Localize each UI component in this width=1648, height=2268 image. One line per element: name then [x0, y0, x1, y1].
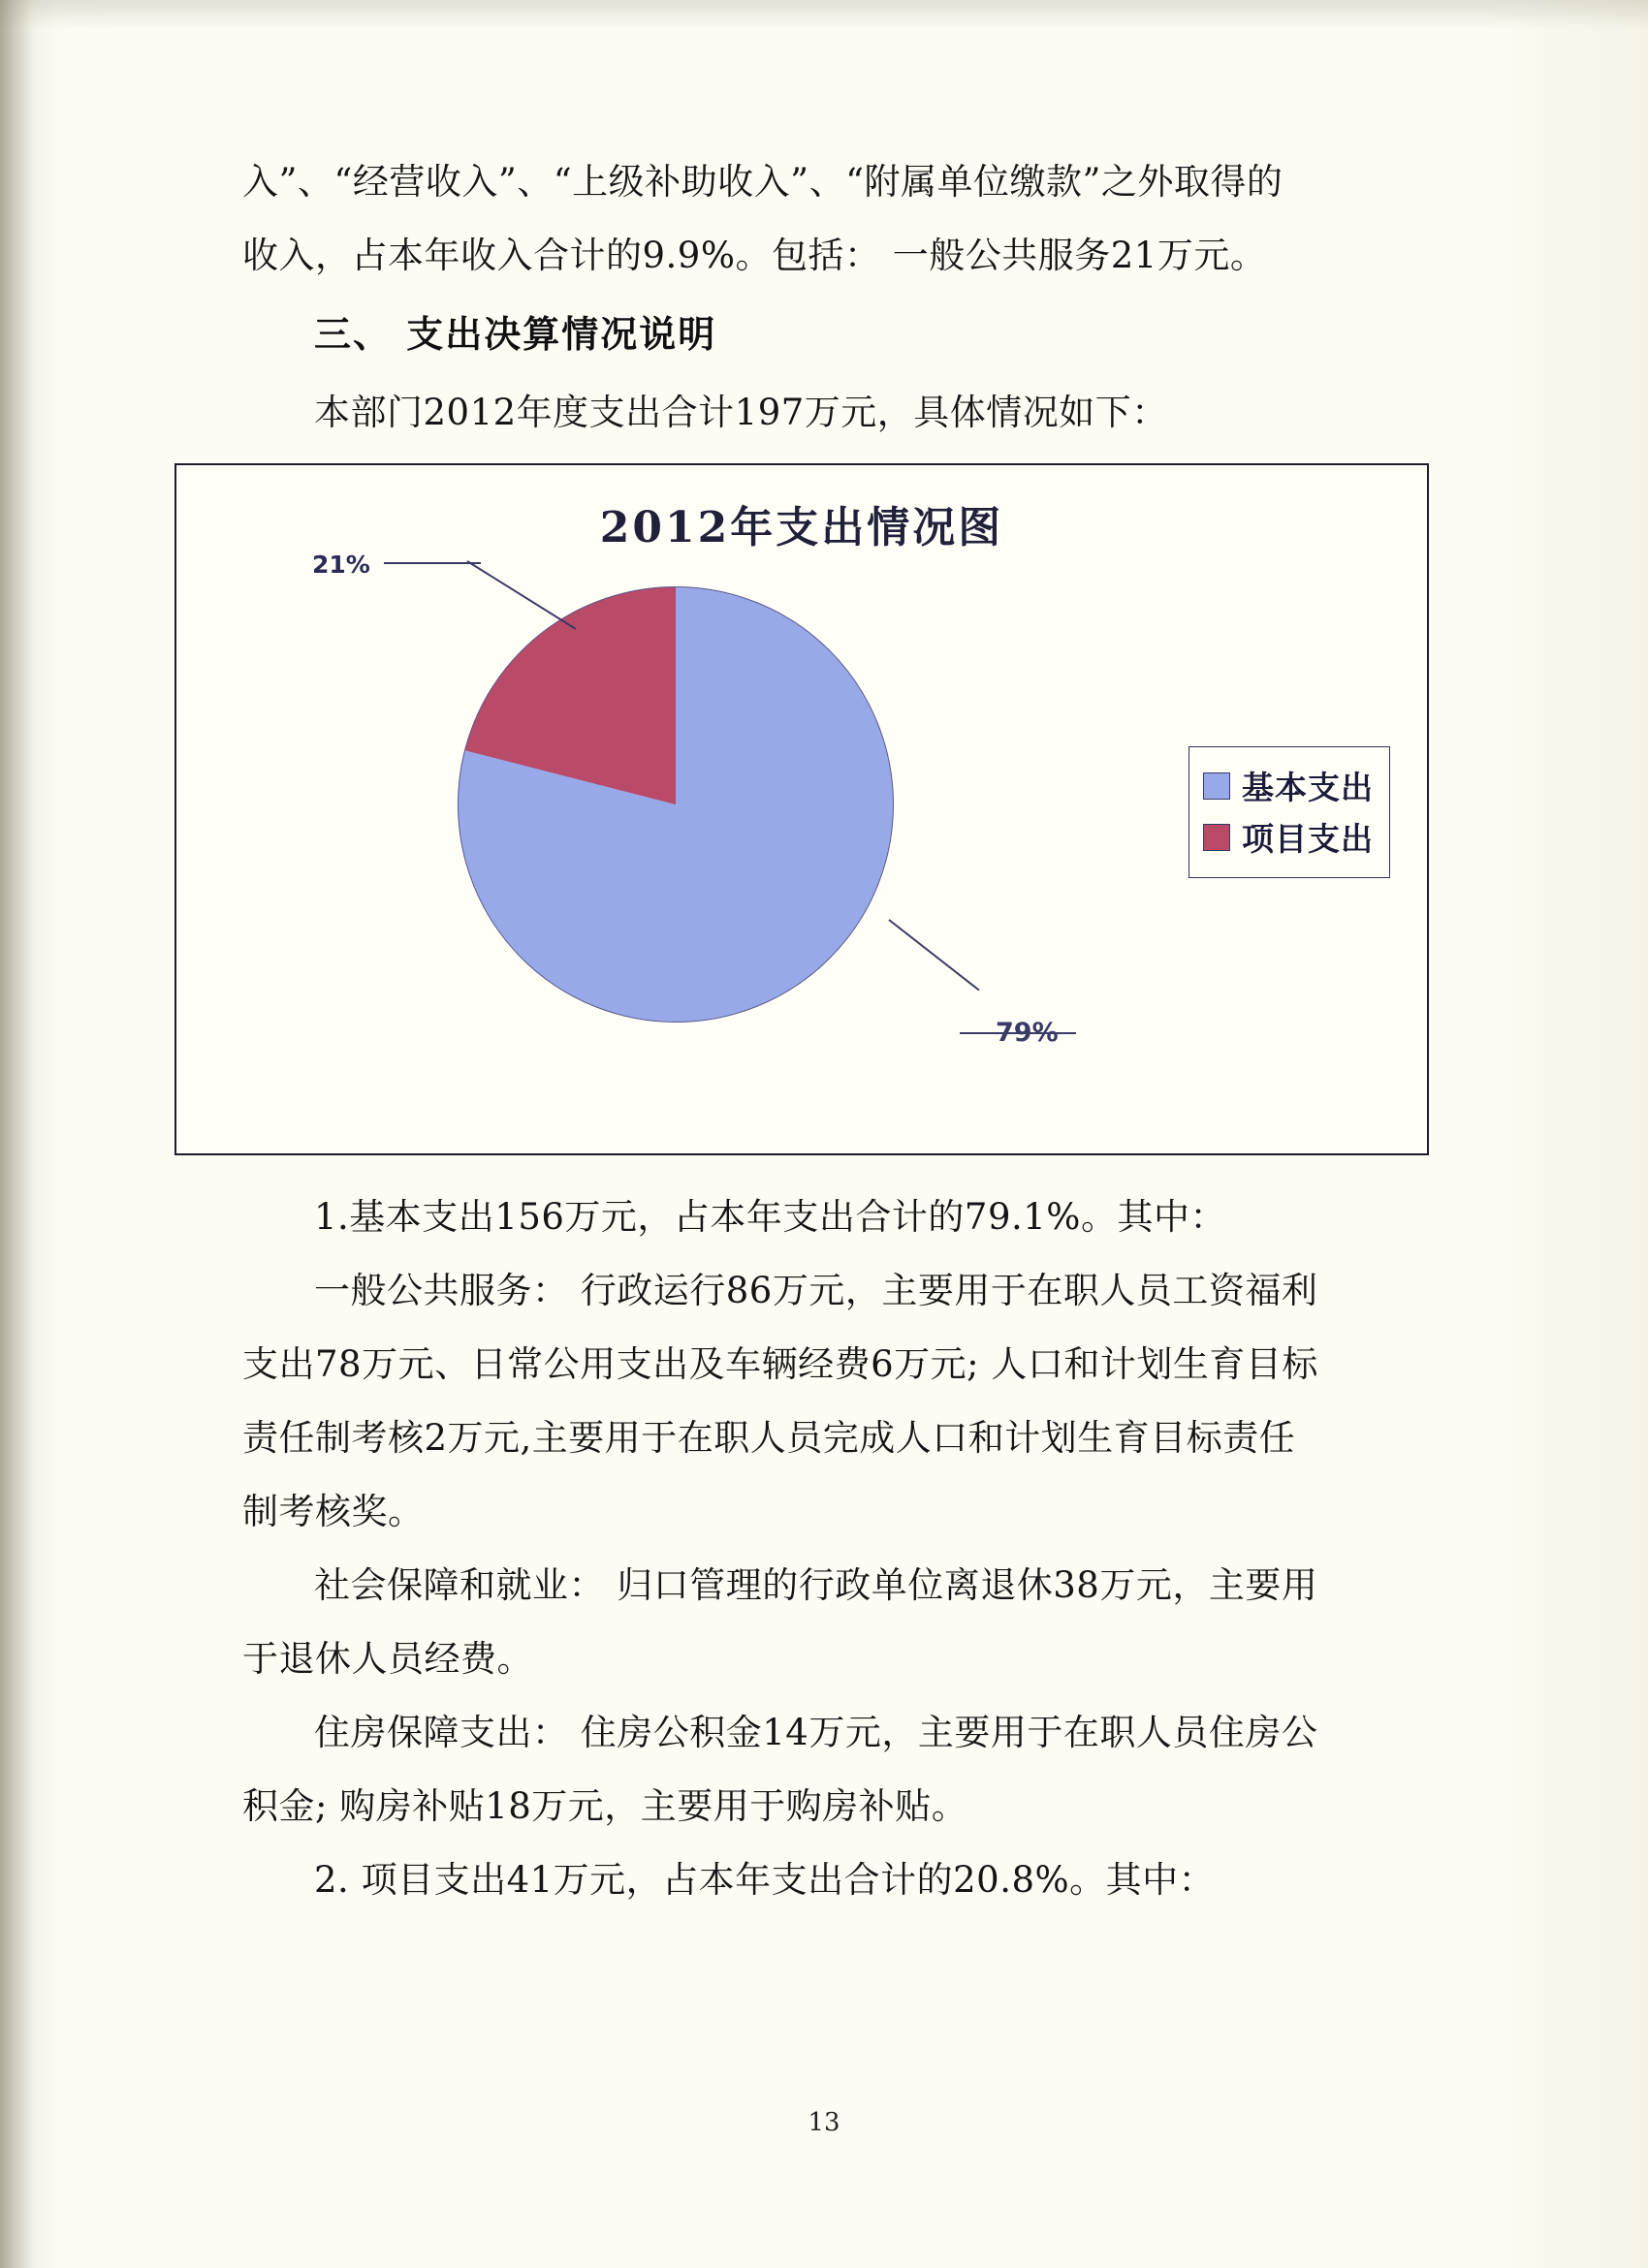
- paragraph-line: 2. 项目支出41万元，占本年支出合计的20.8%。其中：: [314, 1859, 1216, 1901]
- paragraph-line: 积金; 购房补贴18万元，主要用于购房补贴。: [242, 1785, 968, 1827]
- leader-line: [888, 919, 979, 991]
- paragraph-line: 1.基本支出156万元，占本年支出合计的79.1%。其中：: [314, 1196, 1226, 1238]
- paragraph-line: 入”、“经营收入”、“上级补助收入”、“附属单位缴款”之外取得的: [242, 161, 1284, 203]
- legend-label: 基本支出: [1242, 769, 1374, 806]
- paragraph-line: 收入，占本年收入合计的9.9%。包括： 一般公共服务21万元。: [242, 235, 1267, 276]
- chart-title: 2012年支出情况图: [599, 503, 1004, 552]
- data-label-project: 21%: [312, 551, 370, 579]
- paragraph-line: 责任制考核2万元,主要用于在职人员完成人口和计划生育目标责任: [242, 1417, 1296, 1459]
- paragraph-line: 社会保障和就业： 归口管理的行政单位离退休38万元，主要用: [314, 1564, 1318, 1606]
- legend-item: [1203, 814, 1374, 860]
- paragraph-line: 制考核奖。: [242, 1491, 425, 1532]
- pie-area: [458, 586, 894, 1023]
- paragraph-line: 住房保障支出： 住房公积金14万元，主要用于在职人员住房公: [314, 1712, 1318, 1753]
- paragraph-line: 于退休人员经费。: [242, 1638, 533, 1680]
- paragraph-line: 支出78万元、日常公用支出及车辆经费6万元; 人口和计划生育目标: [242, 1343, 1318, 1385]
- legend-item: [1203, 763, 1374, 808]
- expenditure-pie-chart: [174, 463, 1429, 1155]
- legend-swatch-project: [1203, 824, 1230, 851]
- data-label-basic: 79%: [996, 1018, 1059, 1048]
- page-number: 13: [808, 2108, 840, 2137]
- intro-line: 本部门2012年度支出合计197万元，具体情况如下：: [314, 392, 1168, 433]
- pie-graphic: [458, 586, 894, 1023]
- legend-swatch-basic: [1203, 772, 1230, 800]
- leader-line: [384, 562, 481, 564]
- section-heading: 三、 支出决算情况说明: [314, 312, 717, 356]
- paragraph-line: 一般公共服务： 行政运行86万元，主要用于在职人员工资福利: [314, 1270, 1318, 1311]
- document-content: [242, 145, 1503, 1917]
- chart-legend: [1188, 746, 1390, 878]
- legend-label: 项目支出: [1242, 820, 1374, 858]
